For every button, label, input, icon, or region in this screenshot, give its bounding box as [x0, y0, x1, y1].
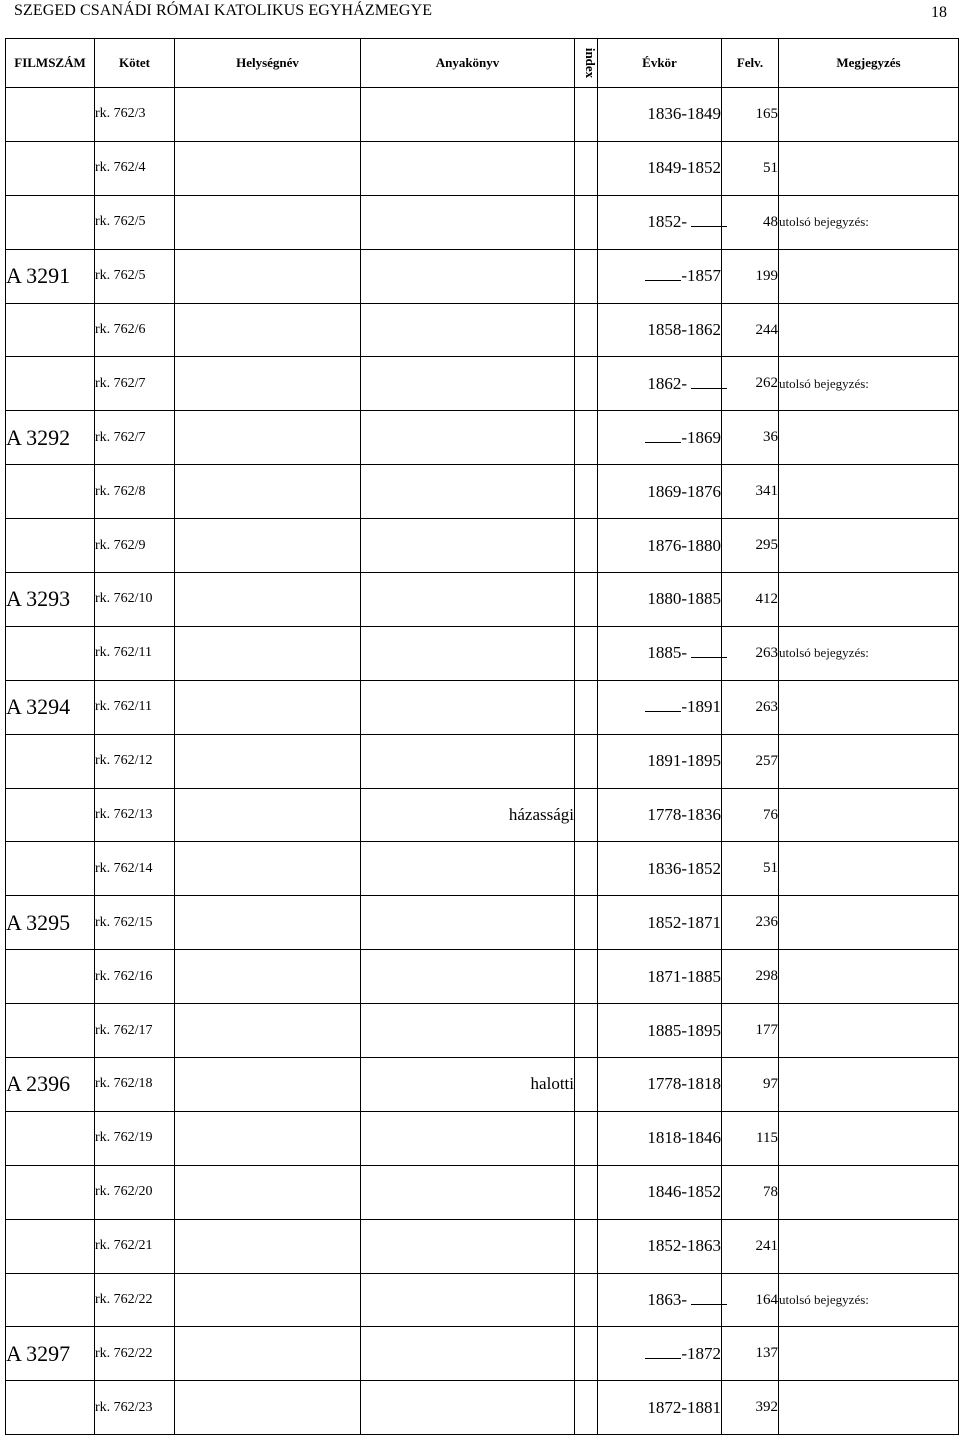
- index-cell: [575, 465, 598, 519]
- register-type-cell: [361, 249, 575, 303]
- place-name-cell: [175, 303, 361, 357]
- register-type-cell: [361, 357, 575, 411]
- volume-cell: rk. 762/9: [95, 519, 175, 573]
- volume-cell: rk. 762/7: [95, 357, 175, 411]
- index-cell: [575, 788, 598, 842]
- place-name-cell: [175, 573, 361, 627]
- year-range-cell: [598, 896, 722, 950]
- volume-cell: rk. 762/5: [95, 195, 175, 249]
- register-type-cell: [361, 950, 575, 1004]
- volume-cell: rk. 762/16: [95, 950, 175, 1004]
- frame-count-cell: 244: [722, 303, 779, 357]
- note-cell: utolsó bejegyzés:: [779, 626, 959, 680]
- film-number-cell: [6, 195, 95, 249]
- index-cell: [575, 734, 598, 788]
- index-cell: [575, 141, 598, 195]
- frame-count-cell: 165: [722, 88, 779, 142]
- year-range-start: 1885-: [647, 643, 687, 663]
- year-range-cell: [598, 249, 722, 303]
- note-cell: [779, 1327, 959, 1381]
- blank-line: [645, 428, 681, 443]
- table-row: [6, 1273, 959, 1327]
- index-cell: [575, 519, 598, 573]
- film-number-cell: [6, 88, 95, 142]
- year-range-start: 1852-1871: [647, 912, 721, 932]
- index-cell: [575, 573, 598, 627]
- register-type-cell: [361, 842, 575, 896]
- note-cell: [779, 519, 959, 573]
- place-name-cell: [175, 896, 361, 950]
- volume-cell: rk. 762/23: [95, 1381, 175, 1435]
- register-type-cell: [361, 303, 575, 357]
- year-range-start: 1778-1836: [647, 805, 721, 825]
- year-range-start: 1852-: [647, 212, 687, 232]
- table-row: [6, 1165, 959, 1219]
- year-range-start: 1880-1885: [647, 589, 721, 609]
- volume-cell: rk. 762/4: [95, 141, 175, 195]
- year-range-cell: [598, 1111, 722, 1165]
- frame-count-cell: 76: [722, 788, 779, 842]
- year-range-cell: [598, 950, 722, 1004]
- index-cell: [575, 357, 598, 411]
- film-number-cell: [6, 357, 95, 411]
- frame-count-cell: 412: [722, 573, 779, 627]
- year-range-start: 1862-: [647, 373, 687, 393]
- register-type-cell: [361, 680, 575, 734]
- volume-cell: rk. 762/8: [95, 465, 175, 519]
- film-number-cell: [6, 734, 95, 788]
- year-range-cell: [598, 519, 722, 573]
- register-type-cell: [361, 573, 575, 627]
- register-type-cell: [361, 195, 575, 249]
- table-row: [6, 411, 959, 465]
- year-range-cell: [598, 788, 722, 842]
- table-row: [6, 1058, 959, 1112]
- year-range-cell: [598, 1165, 722, 1219]
- place-name-cell: [175, 734, 361, 788]
- register-type-cell: halotti: [361, 1058, 575, 1112]
- register-rows: [6, 88, 959, 1435]
- note-cell: [779, 1004, 959, 1058]
- year-range-cell: [598, 411, 722, 465]
- column-header-megjegyzes: Megjegyzés: [779, 39, 959, 88]
- index-cell: [575, 1165, 598, 1219]
- frame-count-cell: 295: [722, 519, 779, 573]
- year-range-cell: [598, 1058, 722, 1112]
- film-number-cell: [6, 141, 95, 195]
- volume-cell: rk. 762/18: [95, 1058, 175, 1112]
- film-number-cell: A 3293: [6, 573, 95, 627]
- year-range-cell: [598, 734, 722, 788]
- year-range-start: 1885-1895: [647, 1020, 721, 1040]
- year-range-end: -1869: [681, 427, 721, 447]
- table-row: [6, 1381, 959, 1435]
- table-row: [6, 896, 959, 950]
- table-row: [6, 1004, 959, 1058]
- table-row: [6, 88, 959, 142]
- note-cell: [779, 1111, 959, 1165]
- frame-count-cell: 51: [722, 141, 779, 195]
- year-range-start: 1858-1862: [647, 320, 721, 339]
- table-row: [6, 1219, 959, 1273]
- table-row: [6, 519, 959, 573]
- place-name-cell: [175, 950, 361, 1004]
- column-header-evkor: Évkör: [598, 39, 722, 88]
- register-type-cell: házassági: [361, 788, 575, 842]
- index-cell: [575, 1273, 598, 1327]
- index-cell: [575, 1219, 598, 1273]
- column-header-kotet: Kötet: [95, 39, 175, 88]
- year-range-start: 1778-1818: [647, 1074, 721, 1094]
- note-cell: [779, 1165, 959, 1219]
- table-row: [6, 1111, 959, 1165]
- column-header-filmszam: FILMSZÁM: [6, 39, 95, 88]
- table-row: [6, 950, 959, 1004]
- year-range-start: 1863-: [647, 1290, 687, 1310]
- year-range-cell: [598, 1273, 722, 1327]
- volume-cell: rk. 762/7: [95, 411, 175, 465]
- index-cell: [575, 950, 598, 1004]
- index-cell: [575, 680, 598, 734]
- film-number-cell: [6, 465, 95, 519]
- year-range-start: 1849-1852: [647, 158, 721, 178]
- year-range-start: 1836-1849: [647, 104, 721, 124]
- volume-cell: rk. 762/22: [95, 1273, 175, 1327]
- year-range-cell: [598, 626, 722, 680]
- note-cell: [779, 1381, 959, 1435]
- register-type-cell: [361, 1111, 575, 1165]
- volume-cell: rk. 762/20: [95, 1165, 175, 1219]
- frame-count-cell: 137: [722, 1327, 779, 1381]
- film-number-cell: A 3291: [6, 249, 95, 303]
- frame-count-cell: 36: [722, 411, 779, 465]
- header-row: [6, 39, 959, 88]
- year-range-cell: [598, 1327, 722, 1381]
- frame-count-cell: 164: [722, 1273, 779, 1327]
- register-type-cell: [361, 141, 575, 195]
- note-cell: [779, 680, 959, 734]
- note-cell: [779, 249, 959, 303]
- film-number-cell: [6, 626, 95, 680]
- frame-count-cell: 78: [722, 1165, 779, 1219]
- frame-count-cell: 97: [722, 1058, 779, 1112]
- register-type-cell: [361, 1381, 575, 1435]
- year-range-end: -1872: [681, 1343, 721, 1363]
- note-cell: [779, 896, 959, 950]
- table-row: [6, 465, 959, 519]
- volume-cell: rk. 762/22: [95, 1327, 175, 1381]
- volume-cell: rk. 762/12: [95, 734, 175, 788]
- volume-cell: rk. 762/11: [95, 626, 175, 680]
- register-type-cell: [361, 1273, 575, 1327]
- place-name-cell: [175, 519, 361, 573]
- index-cell: [575, 195, 598, 249]
- table-row: [6, 141, 959, 195]
- note-cell: [779, 88, 959, 142]
- index-cell: [575, 842, 598, 896]
- table-row: [6, 734, 959, 788]
- film-number-cell: [6, 519, 95, 573]
- note-cell: utolsó bejegyzés:: [779, 1273, 959, 1327]
- film-number-cell: [6, 303, 95, 357]
- place-name-cell: [175, 1058, 361, 1112]
- register-type-cell: [361, 411, 575, 465]
- note-cell: [779, 734, 959, 788]
- year-range-start: 1871-1885: [647, 966, 721, 986]
- year-range-start: 1836-1852: [647, 858, 721, 878]
- note-cell: [779, 303, 959, 357]
- year-range-cell: [598, 195, 722, 249]
- film-number-cell: [6, 1111, 95, 1165]
- year-range-cell: [598, 1219, 722, 1273]
- film-number-cell: [6, 1165, 95, 1219]
- frame-count-cell: 177: [722, 1004, 779, 1058]
- volume-cell: rk. 762/13: [95, 788, 175, 842]
- index-cell: [575, 896, 598, 950]
- column-header-helysegnev: Helységnév: [175, 39, 361, 88]
- frame-count-cell: 236: [722, 896, 779, 950]
- index-cell: [575, 1381, 598, 1435]
- register-type-cell: [361, 465, 575, 519]
- film-number-cell: [6, 842, 95, 896]
- place-name-cell: [175, 1219, 361, 1273]
- year-range-cell: [598, 357, 722, 411]
- frame-count-cell: 341: [722, 465, 779, 519]
- column-header-anyakonyv: Anyakönyv: [361, 39, 575, 88]
- year-range-cell: [598, 88, 722, 142]
- column-header-felv: Felv.: [722, 39, 779, 88]
- register-type-cell: [361, 734, 575, 788]
- register-type-cell: [361, 896, 575, 950]
- year-range-end: -1857: [681, 266, 721, 286]
- place-name-cell: [175, 842, 361, 896]
- film-number-cell: [6, 1004, 95, 1058]
- table-row: [6, 788, 959, 842]
- page-header: [0, 0, 960, 38]
- note-cell: [779, 788, 959, 842]
- table-row: [6, 357, 959, 411]
- place-name-cell: [175, 1327, 361, 1381]
- volume-cell: rk. 762/17: [95, 1004, 175, 1058]
- film-number-cell: [6, 1381, 95, 1435]
- film-number-cell: [6, 1273, 95, 1327]
- volume-cell: rk. 762/10: [95, 573, 175, 627]
- column-header-index: [575, 39, 598, 88]
- place-name-cell: [175, 141, 361, 195]
- index-cell: [575, 1327, 598, 1381]
- register-type-cell: [361, 519, 575, 573]
- note-cell: [779, 1058, 959, 1112]
- note-cell: utolsó bejegyzés:: [779, 195, 959, 249]
- place-name-cell: [175, 249, 361, 303]
- index-cell: [575, 88, 598, 142]
- place-name-cell: [175, 195, 361, 249]
- volume-cell: rk. 762/14: [95, 842, 175, 896]
- year-range-cell: [598, 1381, 722, 1435]
- note-cell: [779, 465, 959, 519]
- frame-count-cell: 392: [722, 1381, 779, 1435]
- place-name-cell: [175, 465, 361, 519]
- place-name-cell: [175, 357, 361, 411]
- year-range-start: 1891-1895: [647, 751, 721, 771]
- page-number: 18: [931, 4, 947, 21]
- index-label: index: [583, 47, 599, 79]
- year-range-start: 1876-1880: [647, 535, 721, 555]
- table-row: [6, 680, 959, 734]
- volume-cell: rk. 762/15: [95, 896, 175, 950]
- frame-count-cell: 262: [722, 357, 779, 411]
- place-name-cell: [175, 1165, 361, 1219]
- note-cell: utolsó bejegyzés:: [779, 357, 959, 411]
- film-number-cell: A 2396: [6, 1058, 95, 1112]
- year-range-cell: [598, 680, 722, 734]
- register-type-cell: [361, 1327, 575, 1381]
- register-type-cell: [361, 626, 575, 680]
- blank-line: [645, 1344, 681, 1359]
- frame-count-cell: 298: [722, 950, 779, 1004]
- index-cell: [575, 303, 598, 357]
- place-name-cell: [175, 1004, 361, 1058]
- place-name-cell: [175, 88, 361, 142]
- frame-count-cell: 263: [722, 680, 779, 734]
- film-number-cell: A 3297: [6, 1327, 95, 1381]
- frame-count-cell: 263: [722, 626, 779, 680]
- year-range-start: 1818-1846: [647, 1128, 721, 1148]
- blank-line: [645, 266, 681, 281]
- register-type-cell: [361, 1165, 575, 1219]
- film-number-cell: [6, 1219, 95, 1273]
- table-row: [6, 573, 959, 627]
- note-cell: [779, 141, 959, 195]
- index-cell: [575, 626, 598, 680]
- volume-cell: rk. 762/11: [95, 680, 175, 734]
- year-range-cell: [598, 842, 722, 896]
- year-range-cell: [598, 303, 722, 357]
- table-row: [6, 1327, 959, 1381]
- place-name-cell: [175, 1273, 361, 1327]
- film-number-cell: A 3295: [6, 896, 95, 950]
- year-range-start: 1846-1852: [647, 1182, 721, 1202]
- register-type-cell: [361, 88, 575, 142]
- place-name-cell: [175, 680, 361, 734]
- year-range-cell: [598, 1004, 722, 1058]
- note-cell: [779, 1219, 959, 1273]
- place-name-cell: [175, 1381, 361, 1435]
- volume-cell: rk. 762/5: [95, 249, 175, 303]
- note-cell: [779, 842, 959, 896]
- index-cell: [575, 411, 598, 465]
- note-cell: [779, 573, 959, 627]
- register-type-cell: [361, 1004, 575, 1058]
- frame-count-cell: 241: [722, 1219, 779, 1273]
- volume-cell: rk. 762/21: [95, 1219, 175, 1273]
- table-row: [6, 249, 959, 303]
- place-name-cell: [175, 788, 361, 842]
- frame-count-cell: 115: [722, 1111, 779, 1165]
- volume-cell: rk. 762/6: [95, 303, 175, 357]
- frame-count-cell: 48: [722, 195, 779, 249]
- table-row: [6, 303, 959, 357]
- register-type-cell: [361, 1219, 575, 1273]
- index-cell: [575, 249, 598, 303]
- year-range-cell: [598, 573, 722, 627]
- page-title: SZEGED CSANÁDI RÓMAI KATOLIKUS EGYHÁZMEGYE: [14, 2, 433, 19]
- place-name-cell: [175, 1111, 361, 1165]
- register-table: [5, 38, 959, 1435]
- volume-cell: rk. 762/3: [95, 88, 175, 142]
- frame-count-cell: 199: [722, 249, 779, 303]
- frame-count-cell: 257: [722, 734, 779, 788]
- film-number-cell: A 3294: [6, 680, 95, 734]
- table-row: [6, 842, 959, 896]
- year-range-end: -1891: [681, 697, 721, 717]
- film-number-cell: [6, 950, 95, 1004]
- index-cell: [575, 1111, 598, 1165]
- index-cell: [575, 1058, 598, 1112]
- film-number-cell: A 3292: [6, 411, 95, 465]
- note-cell: [779, 411, 959, 465]
- note-cell: [779, 950, 959, 1004]
- index-cell: [575, 1004, 598, 1058]
- table-row: [6, 626, 959, 680]
- film-number-cell: [6, 788, 95, 842]
- year-range-start: 1852-1863: [647, 1236, 721, 1256]
- year-range-cell: [598, 465, 722, 519]
- place-name-cell: [175, 411, 361, 465]
- table-row: [6, 195, 959, 249]
- blank-line: [645, 697, 681, 712]
- frame-count-cell: 51: [722, 842, 779, 896]
- year-range-cell: [598, 141, 722, 195]
- place-name-cell: [175, 626, 361, 680]
- year-range-start: 1869-1876: [647, 481, 721, 501]
- year-range-start: 1872-1881: [647, 1397, 721, 1417]
- volume-cell: rk. 762/19: [95, 1111, 175, 1165]
